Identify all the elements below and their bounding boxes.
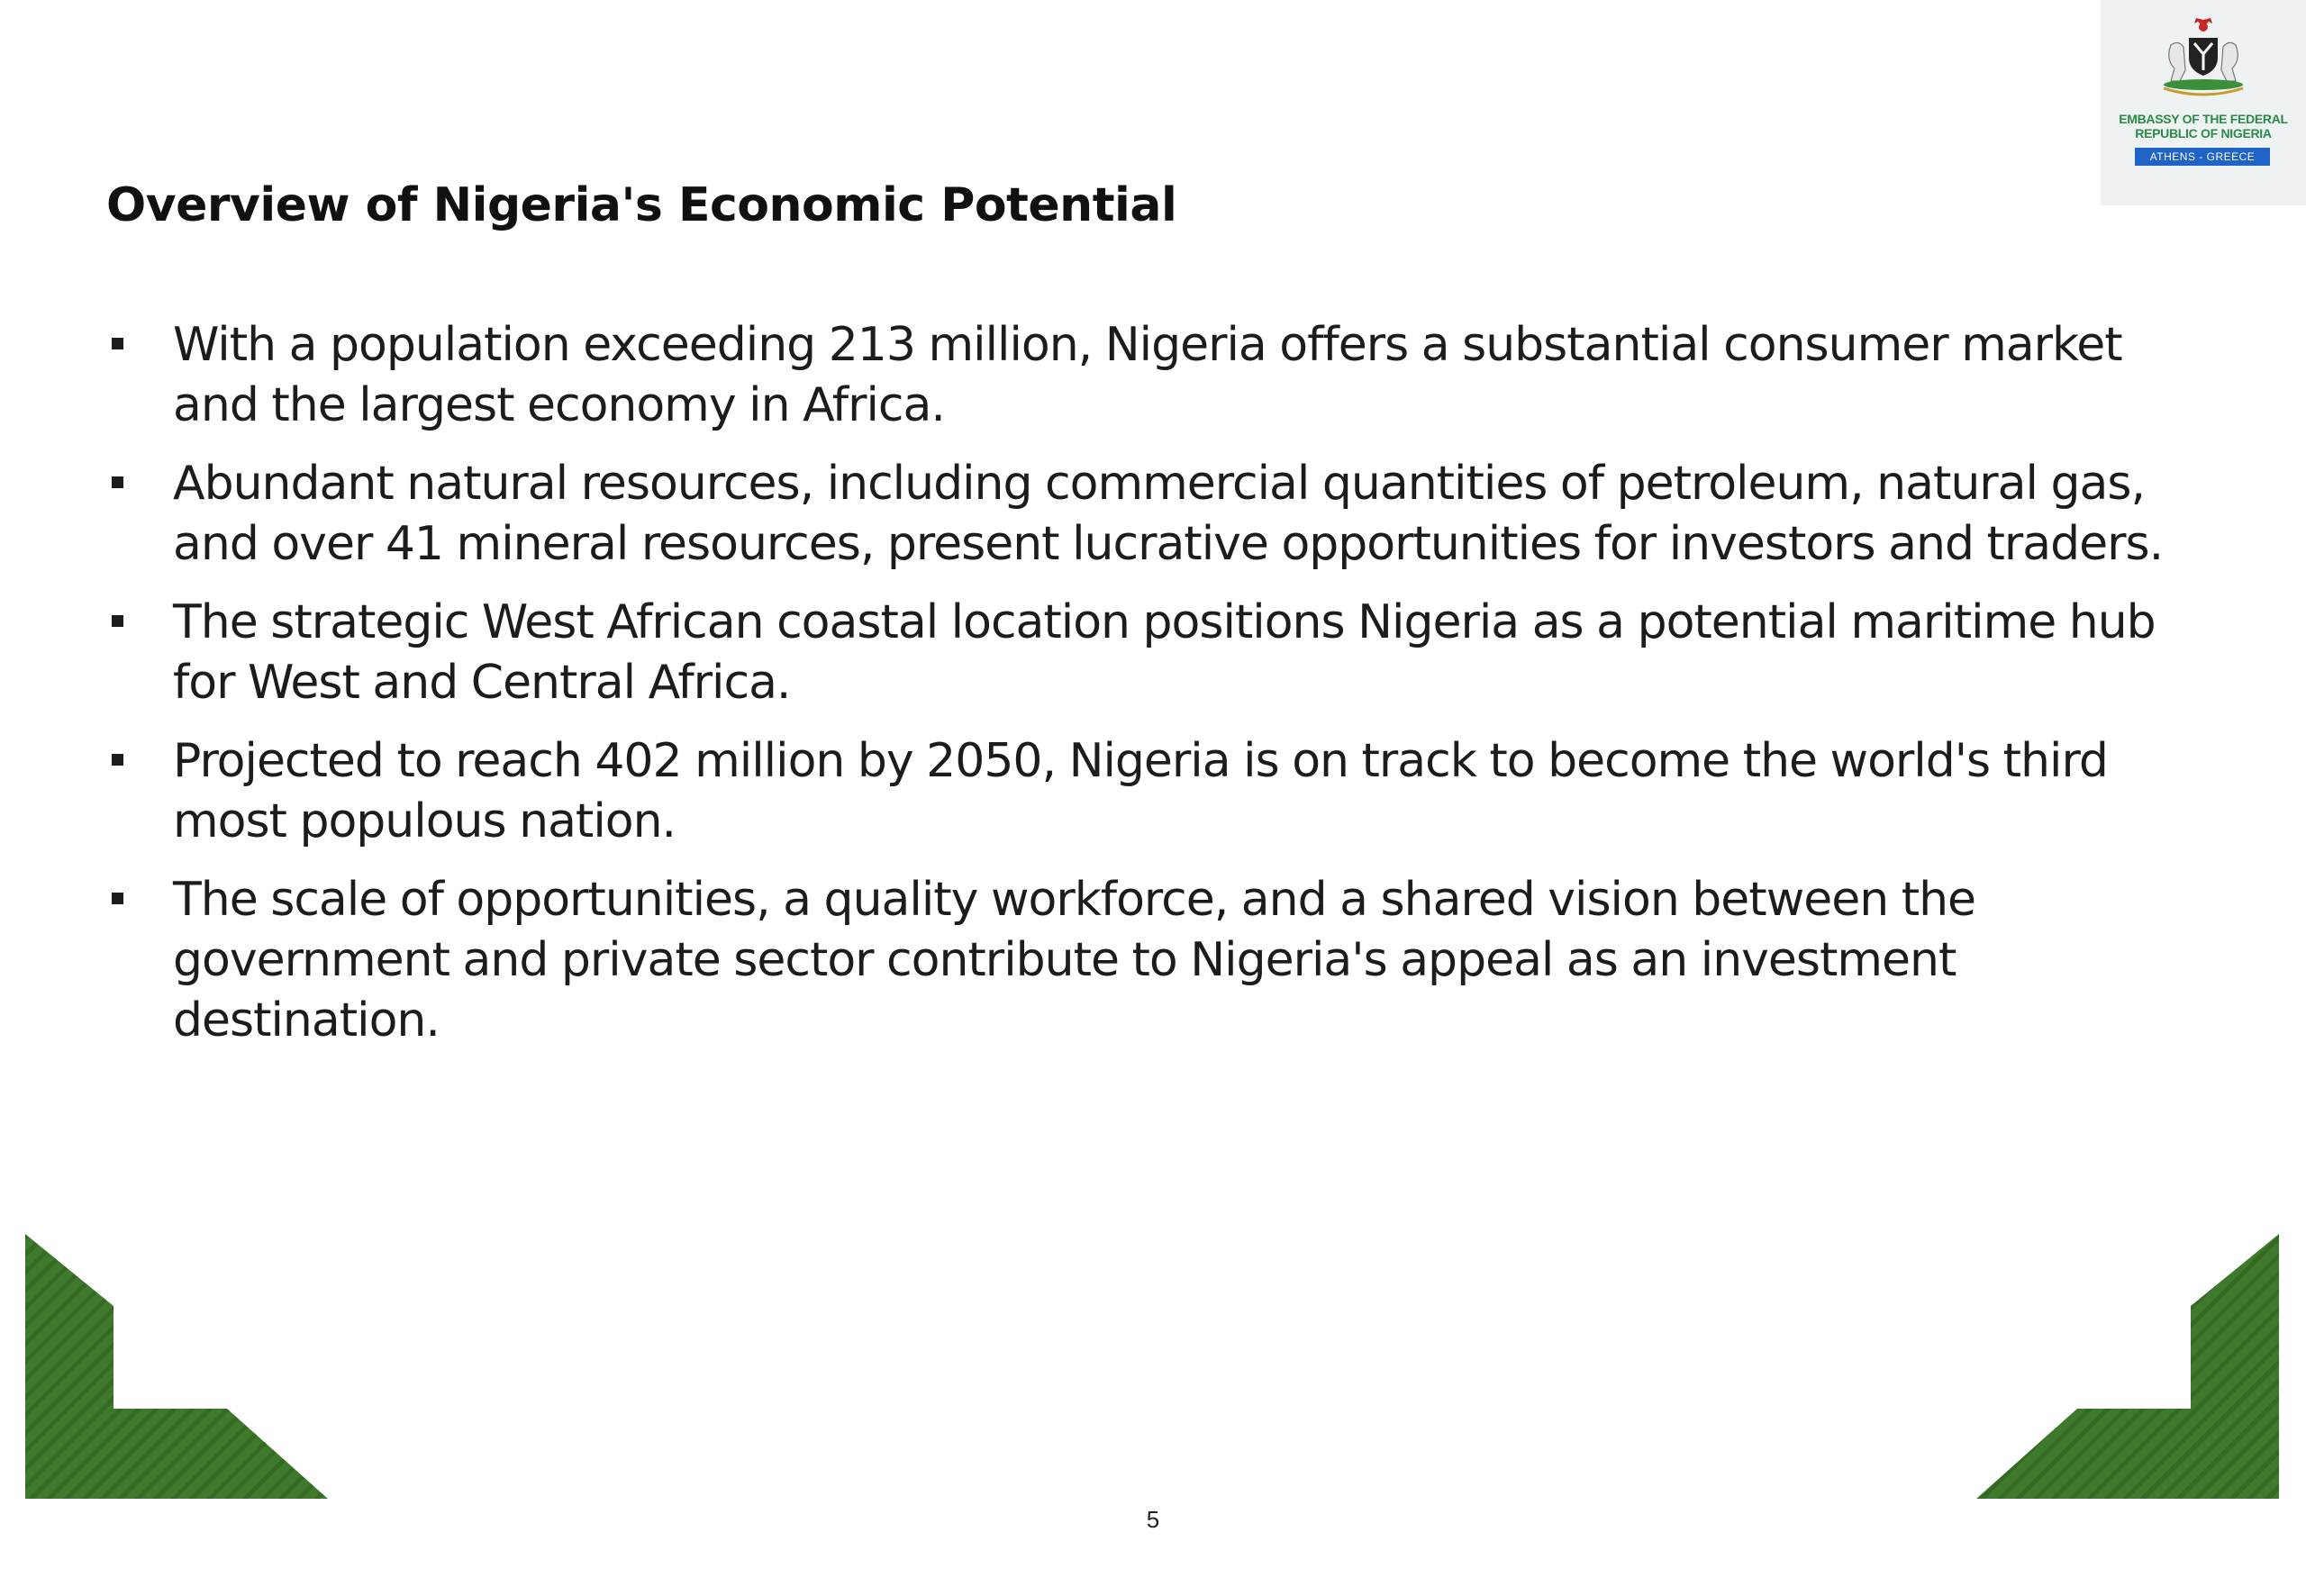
bullet-item: [106, 454, 2205, 575]
square-bullet-icon: [112, 338, 123, 349]
slide-title: Overview of Nigeria's Economic Potential: [106, 178, 1177, 232]
bullet-text: Abundant natural resources, including commercial quantities of petroleum, natural gas, and over 41 mineral resources, present lucrative opportunities for investors and traders.: [173, 457, 2164, 571]
bullet-list: [106, 315, 2205, 1069]
right-corner-decoration: [1976, 1234, 2283, 1499]
square-bullet-icon: [112, 476, 123, 488]
bullet-text: The scale of opportunities, a quality workforce, and a shared vision between the government and private sector contribute to Nigeria's appeal as an investment destination.: [173, 873, 1976, 1047]
bullet-text: With a population exceeding 213 million, Nigeria offers a substantial consumer market and the largest economy in Africa.: [173, 318, 2122, 432]
page-number: 5: [1146, 1506, 1160, 1533]
bullet-item: [106, 315, 2205, 436]
left-corner-decoration: [25, 1234, 331, 1499]
bullet-text: Projected to reach 402 million by 2050, Nigeria is on track to become the world's third most populous nation.: [173, 734, 2108, 848]
bullet-text: The strategic West African coastal location positions Nigeria as a potential maritime hub for West and Central Africa.: [173, 595, 2156, 710]
embassy-logo: [2101, 0, 2306, 205]
bullet-item: [106, 593, 2205, 713]
square-bullet-icon: [112, 754, 123, 766]
coat-of-arms-icon: [2101, 0, 2306, 108]
logo-band: ATHENS - GREECE: [2135, 148, 2270, 166]
logo-line-2: REPUBLIC OF NIGERIA: [2135, 126, 2272, 141]
bullet-item: [106, 870, 2205, 1051]
bullet-item: [106, 731, 2205, 852]
logo-line-1: EMBASSY OF THE FEDERAL: [2119, 112, 2288, 126]
square-bullet-icon: [112, 615, 123, 627]
square-bullet-icon: [112, 893, 123, 904]
